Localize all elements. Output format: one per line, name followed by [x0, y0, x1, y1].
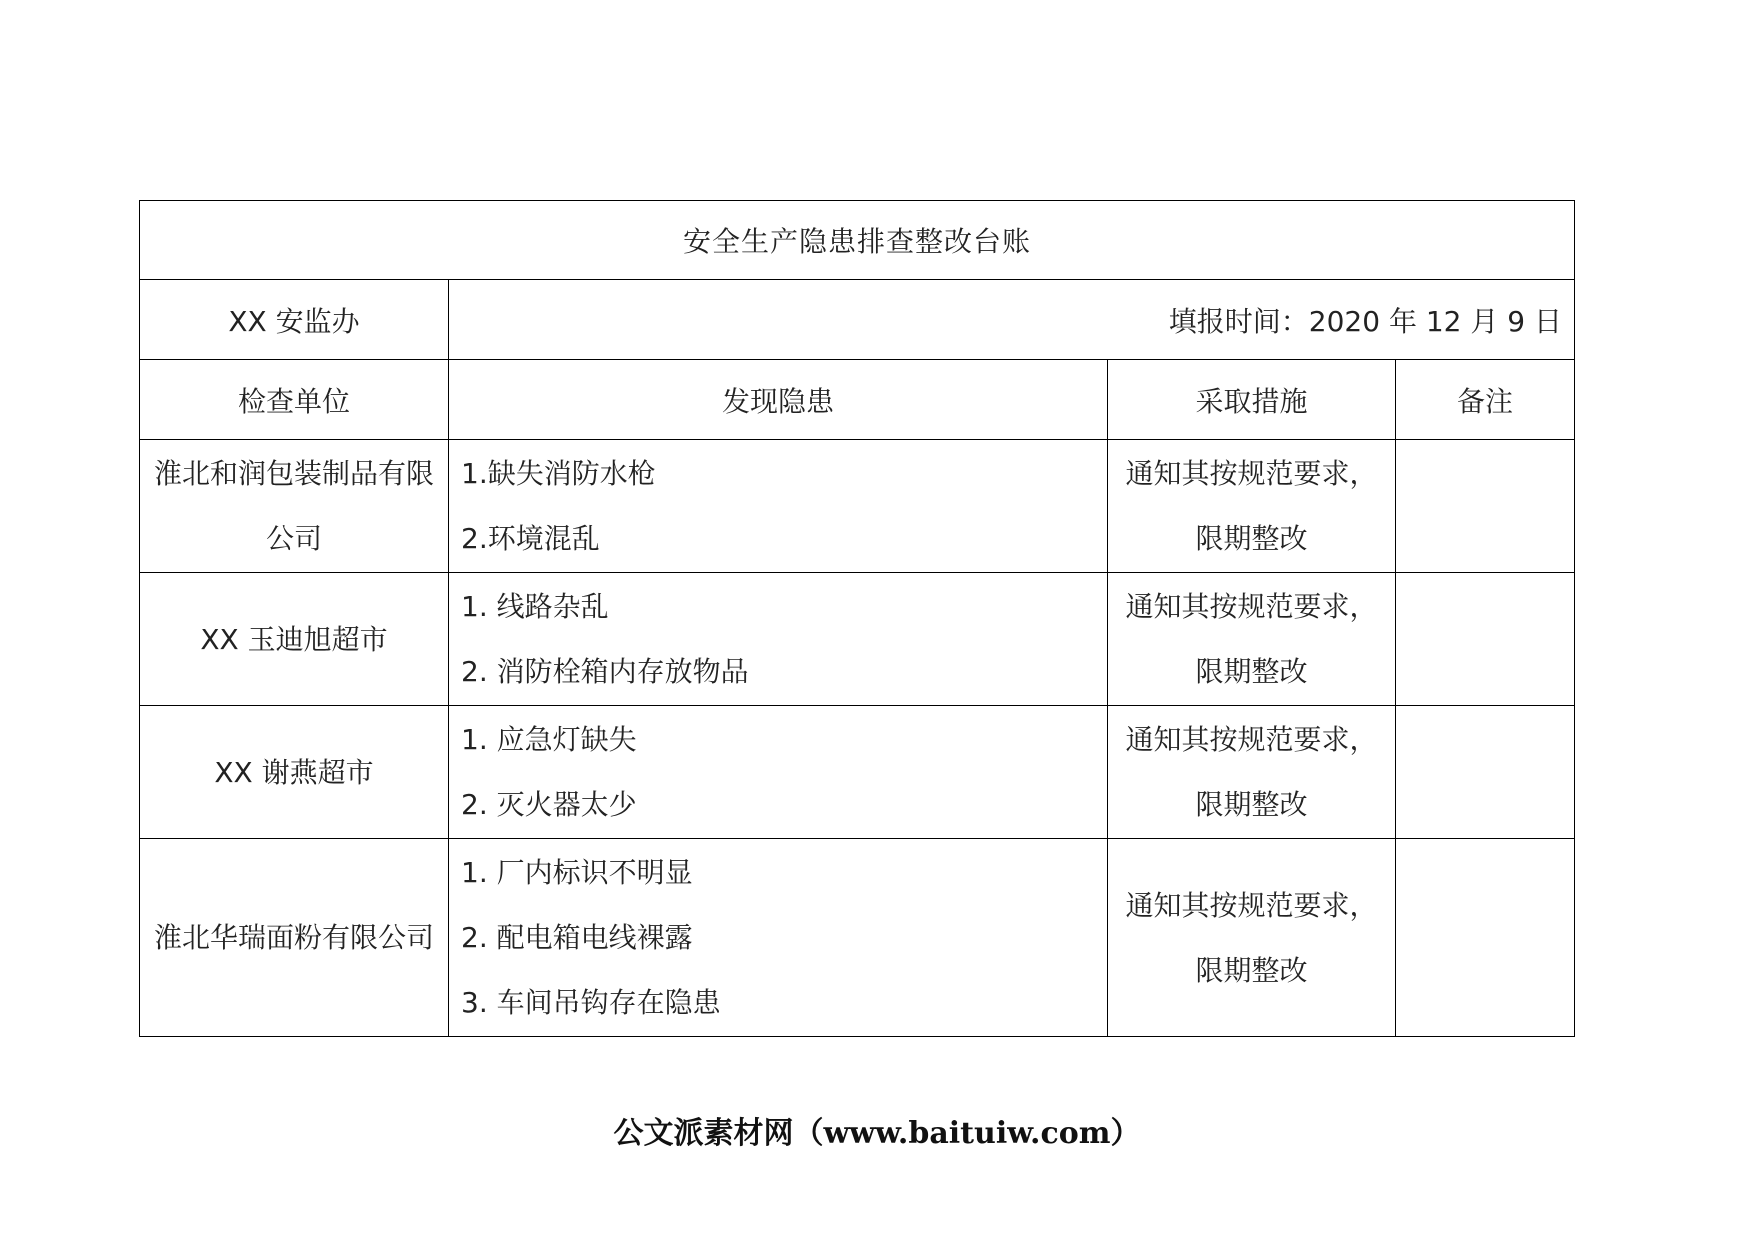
hazard-ledger-table — [139, 200, 1575, 1037]
hazard-item: 2. 配电箱电线裸露 — [461, 921, 693, 954]
measure-line: 限期整改 — [1195, 953, 1308, 987]
hazard-item: 2. 灭火器太少 — [461, 788, 637, 821]
document-title: 安全生产隐患排查整改台账 — [140, 201, 1575, 280]
report-date: 填报时间：2020 年 12 月 9 日 — [449, 280, 1575, 360]
measure-line: 限期整改 — [1195, 788, 1308, 821]
hazard-item: 3. 车间吊钩存在隐患 — [461, 986, 721, 1019]
hazard-item: 1. 应急灯缺失 — [461, 723, 637, 756]
hazards-cell — [449, 573, 1108, 706]
measure-line: 通知其按规范要求， — [1125, 457, 1378, 490]
unit-cell: XX 玉迪旭超市 — [140, 573, 449, 706]
header-measures-taken: 采取措施 — [1108, 360, 1396, 440]
remarks-cell — [1396, 706, 1575, 839]
measures-cell — [1108, 706, 1396, 839]
office-name: XX 安监办 — [140, 280, 449, 360]
measure-line: 通知其按规范要求， — [1125, 723, 1378, 756]
hazard-item: 1. 线路杂乱 — [461, 590, 609, 623]
table-row — [140, 706, 1575, 839]
hazard-item: 1.缺失消防水枪 — [461, 457, 656, 490]
table-row — [140, 839, 1575, 1037]
table-row — [140, 440, 1575, 573]
hazard-item: 1. 厂内标识不明显 — [461, 856, 693, 889]
measure-line: 通知其按规范要求， — [1125, 888, 1378, 922]
header-hazards-found: 发现隐患 — [449, 360, 1108, 440]
header-inspected-unit: 检查单位 — [140, 360, 449, 440]
header-remarks: 备注 — [1396, 360, 1575, 440]
hazard-item: 2. 消防栓箱内存放物品 — [461, 655, 749, 688]
unit-cell: 淮北华瑞面粉有限公司 — [140, 839, 449, 1037]
unit-cell: 淮北和润包装制品有限公司 — [140, 440, 449, 573]
table-row — [140, 573, 1575, 706]
hazards-cell — [449, 706, 1108, 839]
remarks-cell — [1396, 839, 1575, 1037]
measures-cell — [1108, 440, 1396, 573]
measure-line: 限期整改 — [1195, 655, 1308, 688]
hazards-cell — [449, 440, 1108, 573]
measures-cell — [1108, 573, 1396, 706]
footer-source-text: 公文派素材网（www.baituiw.com） — [613, 1116, 1141, 1151]
measure-line: 限期整改 — [1195, 522, 1308, 555]
column-header-row — [140, 360, 1575, 440]
remarks-cell — [1396, 573, 1575, 706]
hazards-cell — [449, 839, 1108, 1037]
measure-line: 通知其按规范要求， — [1125, 590, 1378, 623]
meta-row — [140, 280, 1575, 360]
title-row — [140, 201, 1575, 280]
hazard-item: 2.环境混乱 — [461, 522, 600, 555]
remarks-cell — [1396, 440, 1575, 573]
unit-cell: XX 谢燕超市 — [140, 706, 449, 839]
measures-cell — [1108, 839, 1396, 1037]
